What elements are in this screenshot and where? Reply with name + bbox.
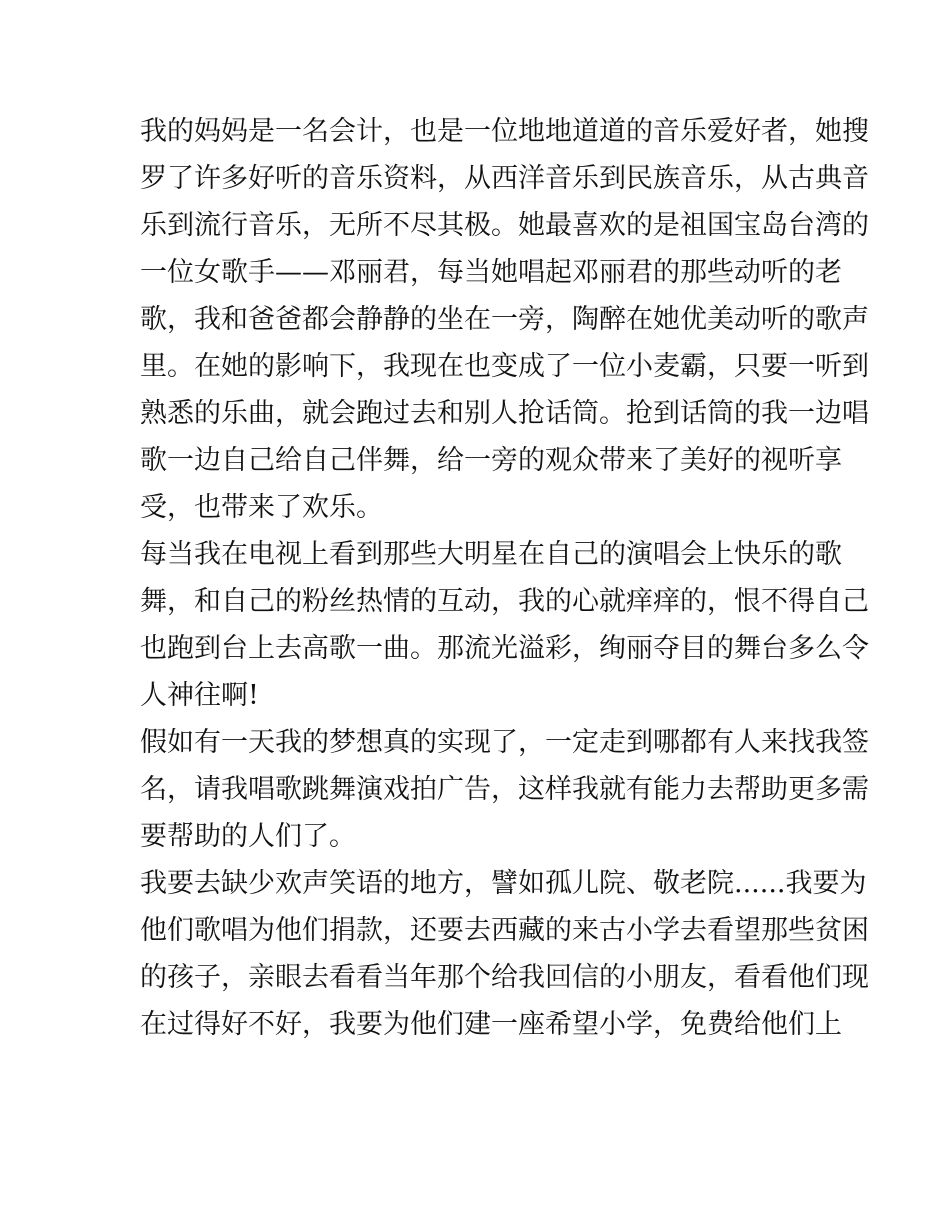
paragraph-1: [140, 108, 869, 531]
text-line: 歌一边自己给自己伴舞，给一旁的观众带来了美好的视听享: [140, 445, 842, 476]
text-line: 名，请我唱歌跳舞演戏拍广告，这样我就有能力去帮助更多需: [140, 774, 869, 805]
text-line: 在过得好不好，我要为他们建一座希望小学，免费给他们上: [140, 1009, 842, 1040]
text-line: 歌，我和爸爸都会静静的坐在一旁，陶醉在她优美动听的歌声: [140, 304, 869, 335]
text-line: 乐到流行音乐，无所不尽其极。她最喜欢的是祖国宝岛台湾的: [140, 210, 869, 241]
text-line: 要帮助的人们了。: [140, 821, 356, 852]
text-line: 熟悉的乐曲，就会跑过去和别人抢话筒。抢到话筒的我一边唱: [140, 398, 869, 429]
text-line: 受，也带来了欢乐。: [140, 492, 383, 523]
text-line: 一位女歌手——邓丽君，每当她唱起邓丽君的那些动听的老: [140, 257, 842, 288]
text-line: 我的妈妈是一名会计，也是一位地地道道的音乐爱好者，她搜: [140, 116, 869, 147]
text-line: 也跑到台上去高歌一曲。那流光溢彩，绚丽夺目的舞台多么令: [140, 633, 869, 664]
text-line: 人神往啊!: [140, 680, 259, 711]
text-line: 里。在她的影响下，我现在也变成了一位小麦霸，只要一听到: [140, 351, 869, 382]
paragraph-2: [140, 531, 869, 719]
text-line: 舞，和自己的粉丝热情的互动，我的心就痒痒的，恨不得自己: [140, 586, 869, 617]
text-line: 假如有一天我的梦想真的实现了，一定走到哪都有人来找我签: [140, 727, 869, 758]
text-line: 每当我在电视上看到那些大明星在自己的演唱会上快乐的歌: [140, 539, 842, 570]
text-line: 他们歌唱为他们捐款，还要去西藏的来古小学去看望那些贫困: [140, 915, 869, 946]
text-line: 我要去缺少欢声笑语的地方，譬如孤儿院、敬老院......我要为: [140, 868, 867, 899]
paragraph-3: [140, 719, 869, 860]
paragraph-4: [140, 860, 869, 1048]
text-line: 罗了许多好听的音乐资料，从西洋音乐到民族音乐，从古典音: [140, 163, 869, 194]
text-line: 的孩子，亲眼去看看当年那个给我回信的小朋友，看看他们现: [140, 962, 869, 993]
document-body: [140, 108, 869, 1048]
